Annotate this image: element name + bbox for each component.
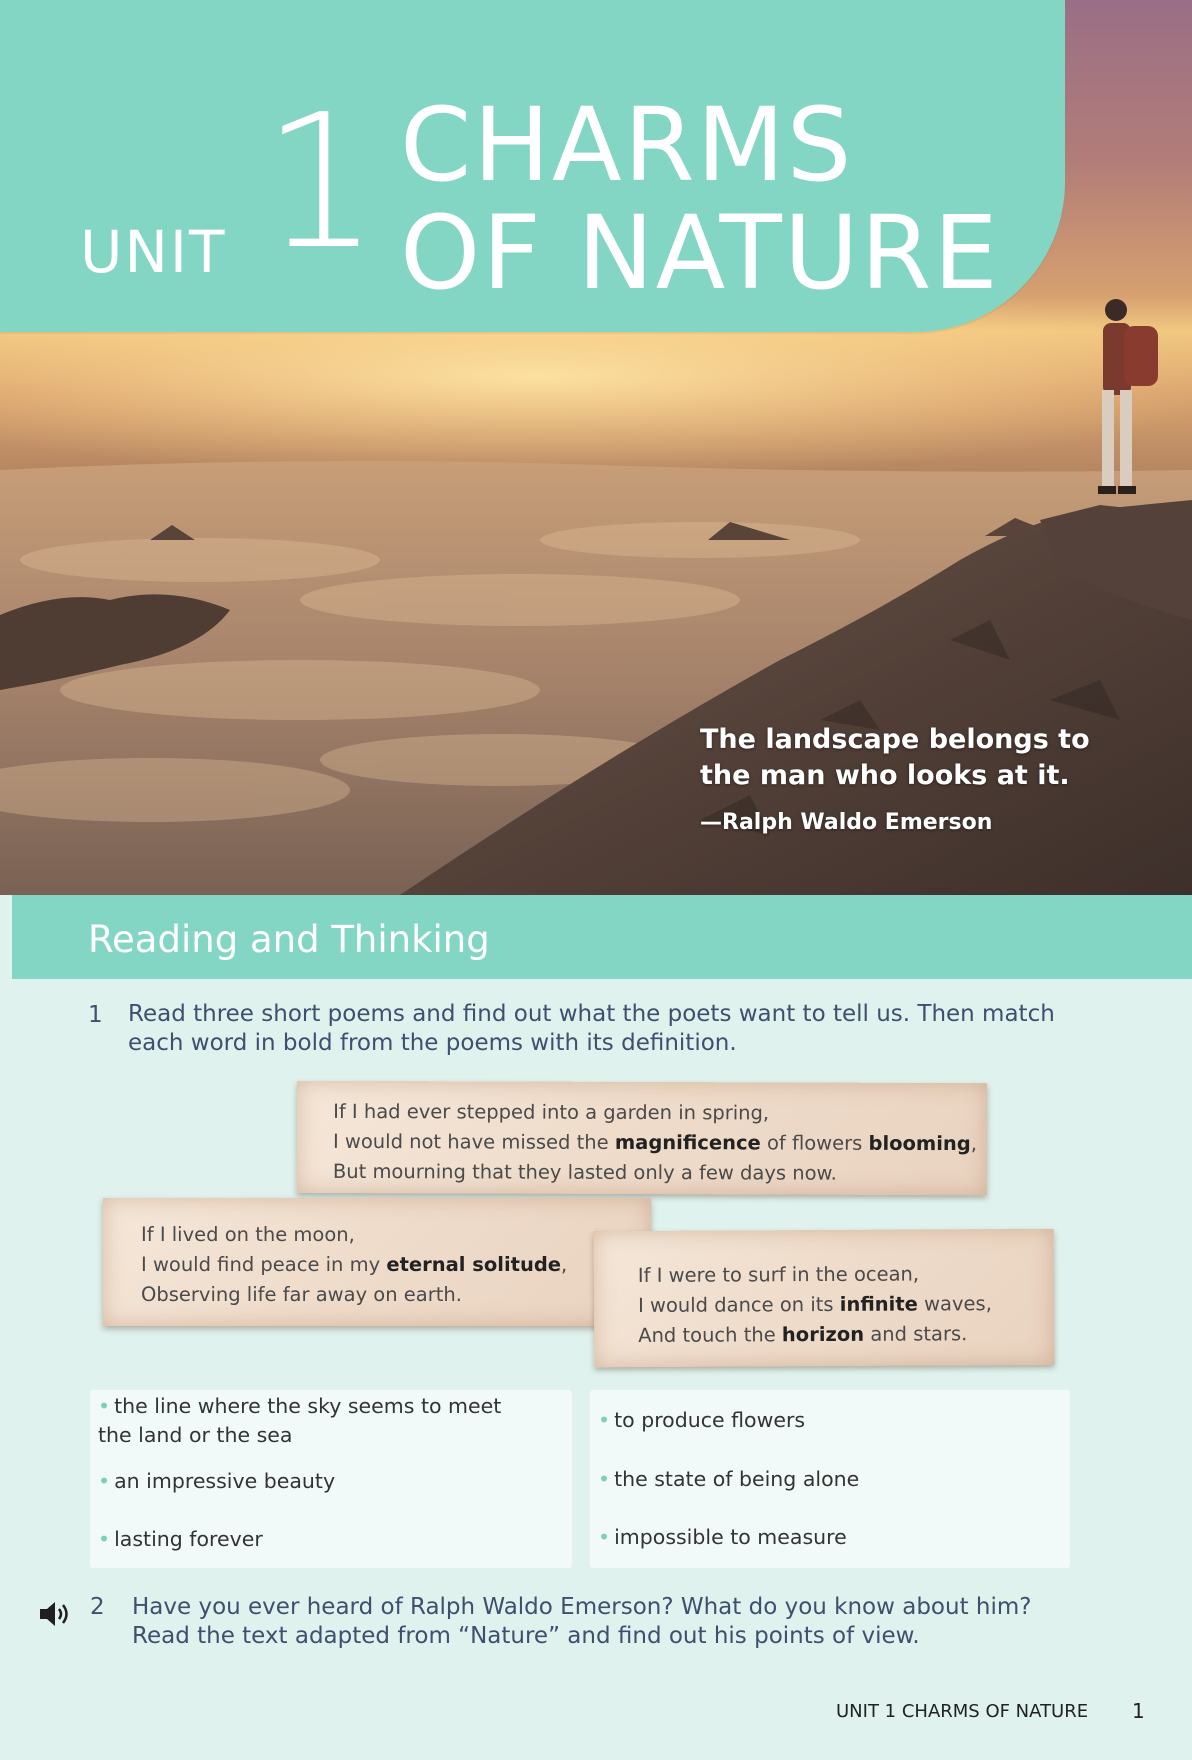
section-title: Reading and Thinking xyxy=(88,918,490,961)
poem-moon-card xyxy=(103,1198,651,1326)
quote-line-2: the man who looks at it. xyxy=(700,760,1070,791)
unit-title-line-1: CHARMS xyxy=(400,86,854,205)
poem-text: of flowers xyxy=(760,1131,869,1155)
exercise-1-instructions xyxy=(128,1000,1098,1058)
poem-line xyxy=(638,1289,1032,1321)
poem-line: If I were to surf in the ocean, xyxy=(637,1262,920,1287)
exercise-2-line-1: Have you ever heard of Ralph Waldo Emerson? What do you know about him? xyxy=(132,1594,1032,1620)
poem-text: and stars. xyxy=(864,1322,968,1346)
quote-author: —Ralph Waldo Emerson xyxy=(700,810,993,835)
poem-line: If I had ever stepped into a garden in spring, xyxy=(333,1099,770,1125)
bullet-icon: • xyxy=(98,1394,111,1418)
bullet-icon: • xyxy=(598,1467,611,1491)
poem-text: I would dance on its xyxy=(637,1292,840,1317)
exercise-1-line-2: each word in bold from the poems with its definition. xyxy=(128,1030,737,1056)
poem-line xyxy=(141,1250,629,1280)
poem-line: If I lived on the moon, xyxy=(141,1223,355,1246)
exercise-2-line-2: Read the text adapted from “Nature” and find out his points of view. xyxy=(132,1623,920,1649)
definition-text: the state of being alone xyxy=(614,1467,860,1491)
poem-text: I would not have missed the xyxy=(332,1129,615,1154)
page-number: 1 xyxy=(1132,1699,1145,1723)
poem-ocean-card xyxy=(594,1229,1055,1367)
poem-line xyxy=(332,1127,978,1159)
bold-word-infinite: infinite xyxy=(839,1292,918,1316)
exercise-2-number: 2 xyxy=(90,1594,105,1620)
definition-item xyxy=(598,1465,859,1494)
definition-item xyxy=(98,1392,518,1450)
bold-word-horizon: horizon xyxy=(781,1322,865,1347)
bullet-icon: • xyxy=(98,1469,111,1493)
bullet-icon: • xyxy=(98,1527,111,1551)
definition-text: lasting forever xyxy=(114,1527,263,1551)
definition-text: an impressive beauty xyxy=(114,1469,336,1493)
definition-text: impossible to measure xyxy=(614,1525,847,1549)
poem-line: But mourning that they lasted only a few days now. xyxy=(332,1159,837,1185)
poem-garden-card xyxy=(297,1081,987,1195)
exercise-1-line-1: Read three short poems and find out what the poets want to tell us. Then match xyxy=(128,1001,1055,1027)
poem-text: I would find peace in my xyxy=(141,1253,387,1276)
unit-number: 1 xyxy=(262,74,380,290)
bold-word-eternal-solitude: eternal solitude xyxy=(386,1253,562,1276)
emerson-quote xyxy=(700,722,1120,794)
bold-word-blooming: blooming xyxy=(868,1131,971,1156)
definition-item xyxy=(598,1523,847,1552)
bullet-icon: • xyxy=(598,1525,611,1549)
exercise-1-number: 1 xyxy=(88,1002,103,1028)
audio-speaker-icon[interactable] xyxy=(38,1600,74,1632)
unit-title xyxy=(400,86,1000,313)
poem-text: , xyxy=(970,1132,978,1156)
definition-item xyxy=(98,1525,263,1554)
definition-text: to produce flowers xyxy=(614,1408,806,1432)
definition-text: the line where the sky seems to meet the land or the sea xyxy=(98,1394,502,1447)
unit-title-line-2: OF NATURE xyxy=(400,194,1000,313)
poem-line: Observing life far away on earth. xyxy=(141,1283,462,1306)
exercise-2-instructions xyxy=(132,1593,1092,1651)
bold-word-magnificence: magnificence xyxy=(614,1130,761,1155)
poem-text: waves, xyxy=(917,1292,992,1316)
definition-item xyxy=(598,1406,805,1435)
poem-line xyxy=(638,1319,1032,1351)
running-footer: UNIT 1 CHARMS OF NATURE xyxy=(836,1701,1089,1722)
poem-text: And touch the xyxy=(638,1323,782,1347)
poem-text: , xyxy=(561,1253,568,1276)
definition-item xyxy=(98,1467,335,1496)
unit-label: UNIT xyxy=(80,218,227,286)
quote-line-1: The landscape belongs to xyxy=(700,724,1090,755)
bullet-icon: • xyxy=(598,1408,611,1432)
